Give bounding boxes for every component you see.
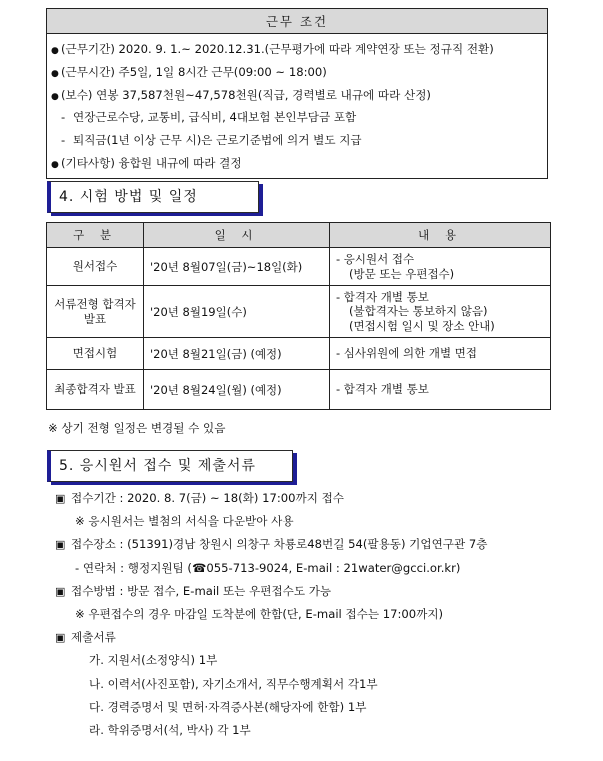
bullet-icon: ● (51, 91, 59, 102)
row-description: - 합격자 개별 통보 (330, 370, 551, 410)
row-description: - 심사위원에 의한 개별 면접 (330, 338, 551, 370)
row-category: 최종합격자 발표 (47, 370, 144, 410)
bullet-icon: ● (51, 46, 59, 56)
list-item: 가. 지원서(소정양식) 1부 (89, 653, 218, 668)
condition-period: ● (근무기간) 2020. 9. 1.~ 2020.12.31.(근무평가에 따라 계약연장 또는 정규직 전환) (47, 38, 547, 61)
row-category: 서류전형 합격자 발표 (47, 286, 144, 338)
row-category: 원서접수 (47, 248, 144, 286)
list-item: ▣ 제출서류 (55, 626, 555, 649)
row-date: '20년 8월19일(수) (144, 286, 330, 338)
list-item: 다. 경력증명서 및 면허·자격증사본(해당자에 한함) 1부 (89, 699, 367, 714)
bullet-icon: ● (51, 68, 59, 79)
row-date: '20년 8월24일(월) (예정) (144, 370, 330, 410)
square-bullet-icon: ▣ (55, 538, 66, 552)
work-conditions-title: 근무 조건 (47, 9, 547, 34)
application-info-list (55, 487, 555, 742)
list-item: ※ 응시원서는 별첨의 서식을 다운받아 사용 (75, 514, 294, 529)
condition-severance: - 퇴직금(1년 이상 근무 시)은 근로기준법에 의거 별도 지급 (47, 129, 547, 152)
list-item: 라. 학위증명서(석, 박사) 각 1부 (89, 722, 251, 737)
work-conditions-box (46, 8, 548, 179)
list-item: ▣ 접수장소 : (51391)경남 창원시 의창구 차룡로48번길 54(팔용동) 기업연구관 7층 (55, 533, 555, 556)
row-category: 면접시험 (47, 338, 144, 370)
table-row (47, 248, 551, 286)
row-date: '20년 8월07일(금)~18일(화) (144, 248, 330, 286)
condition-salary: ● (보수) 연봉 37,587천원~47,578천원(직급, 경력별로 내규에 따라 산정) (47, 84, 547, 107)
list-item: - 연락처 : 행정지원팀 (☎055-713-9024, E-mail : 21water@gcci.or.kr) (75, 560, 461, 575)
row-description: - 응시원서 접수 (방문 또는 우편접수) (330, 248, 551, 286)
condition-hours: ● (근무시간) 주5일, 1일 8시간 근무(09:00 ~ 18:00) (47, 61, 547, 84)
work-conditions-list (47, 34, 547, 178)
schedule-table (46, 222, 551, 410)
header-content: 내 용 (330, 223, 551, 248)
header-category: 구 분 (47, 223, 144, 248)
section5-title: 5. 응시원서 접수 및 제출서류 (47, 450, 293, 482)
table-row (47, 370, 551, 410)
schedule-note: ※ 상기 전형 일정은 변경될 수 있음 (48, 421, 226, 435)
list-item: ▣ 접수기간 : 2020. 8. 7(금) ~ 18(화) 17:00까지 접수 (55, 487, 555, 510)
section4-title: 4. 시험 방법 및 일정 (47, 181, 259, 213)
square-bullet-icon: ▣ (55, 584, 66, 598)
row-date: '20년 8월21일(금) (예정) (144, 338, 330, 370)
table-row (47, 338, 551, 370)
square-bullet-icon: ▣ (55, 492, 66, 505)
square-bullet-icon: ▣ (55, 631, 66, 645)
schedule-header-row (47, 223, 551, 248)
bullet-icon: ● (51, 159, 59, 170)
dash-icon: - (61, 110, 66, 125)
condition-allowance: - 연장근로수당, 교통비, 급식비, 4대보험 본인부담금 포함 (47, 106, 547, 129)
row-description: - 합격자 개별 통보 (불합격자는 통보하지 않음) (면접시험 일시 및 장소 안내) (330, 286, 551, 338)
list-item: 나. 이력서(사진포함), 자기소개서, 직무수행계획서 각1부 (89, 676, 378, 691)
header-date: 일 시 (144, 223, 330, 248)
table-row (47, 286, 551, 338)
list-item: ※ 우편접수의 경우 마감일 도착분에 한함(단, E-mail 접수는 17:00까지) (75, 606, 444, 621)
list-item: ▣ 접수방법 : 방문 접수, E-mail 또는 우편접수도 가능 (55, 580, 555, 603)
condition-other: ● (기타사항) 융합원 내규에 따라 결정 (47, 152, 547, 175)
dash-icon: - (61, 133, 66, 148)
